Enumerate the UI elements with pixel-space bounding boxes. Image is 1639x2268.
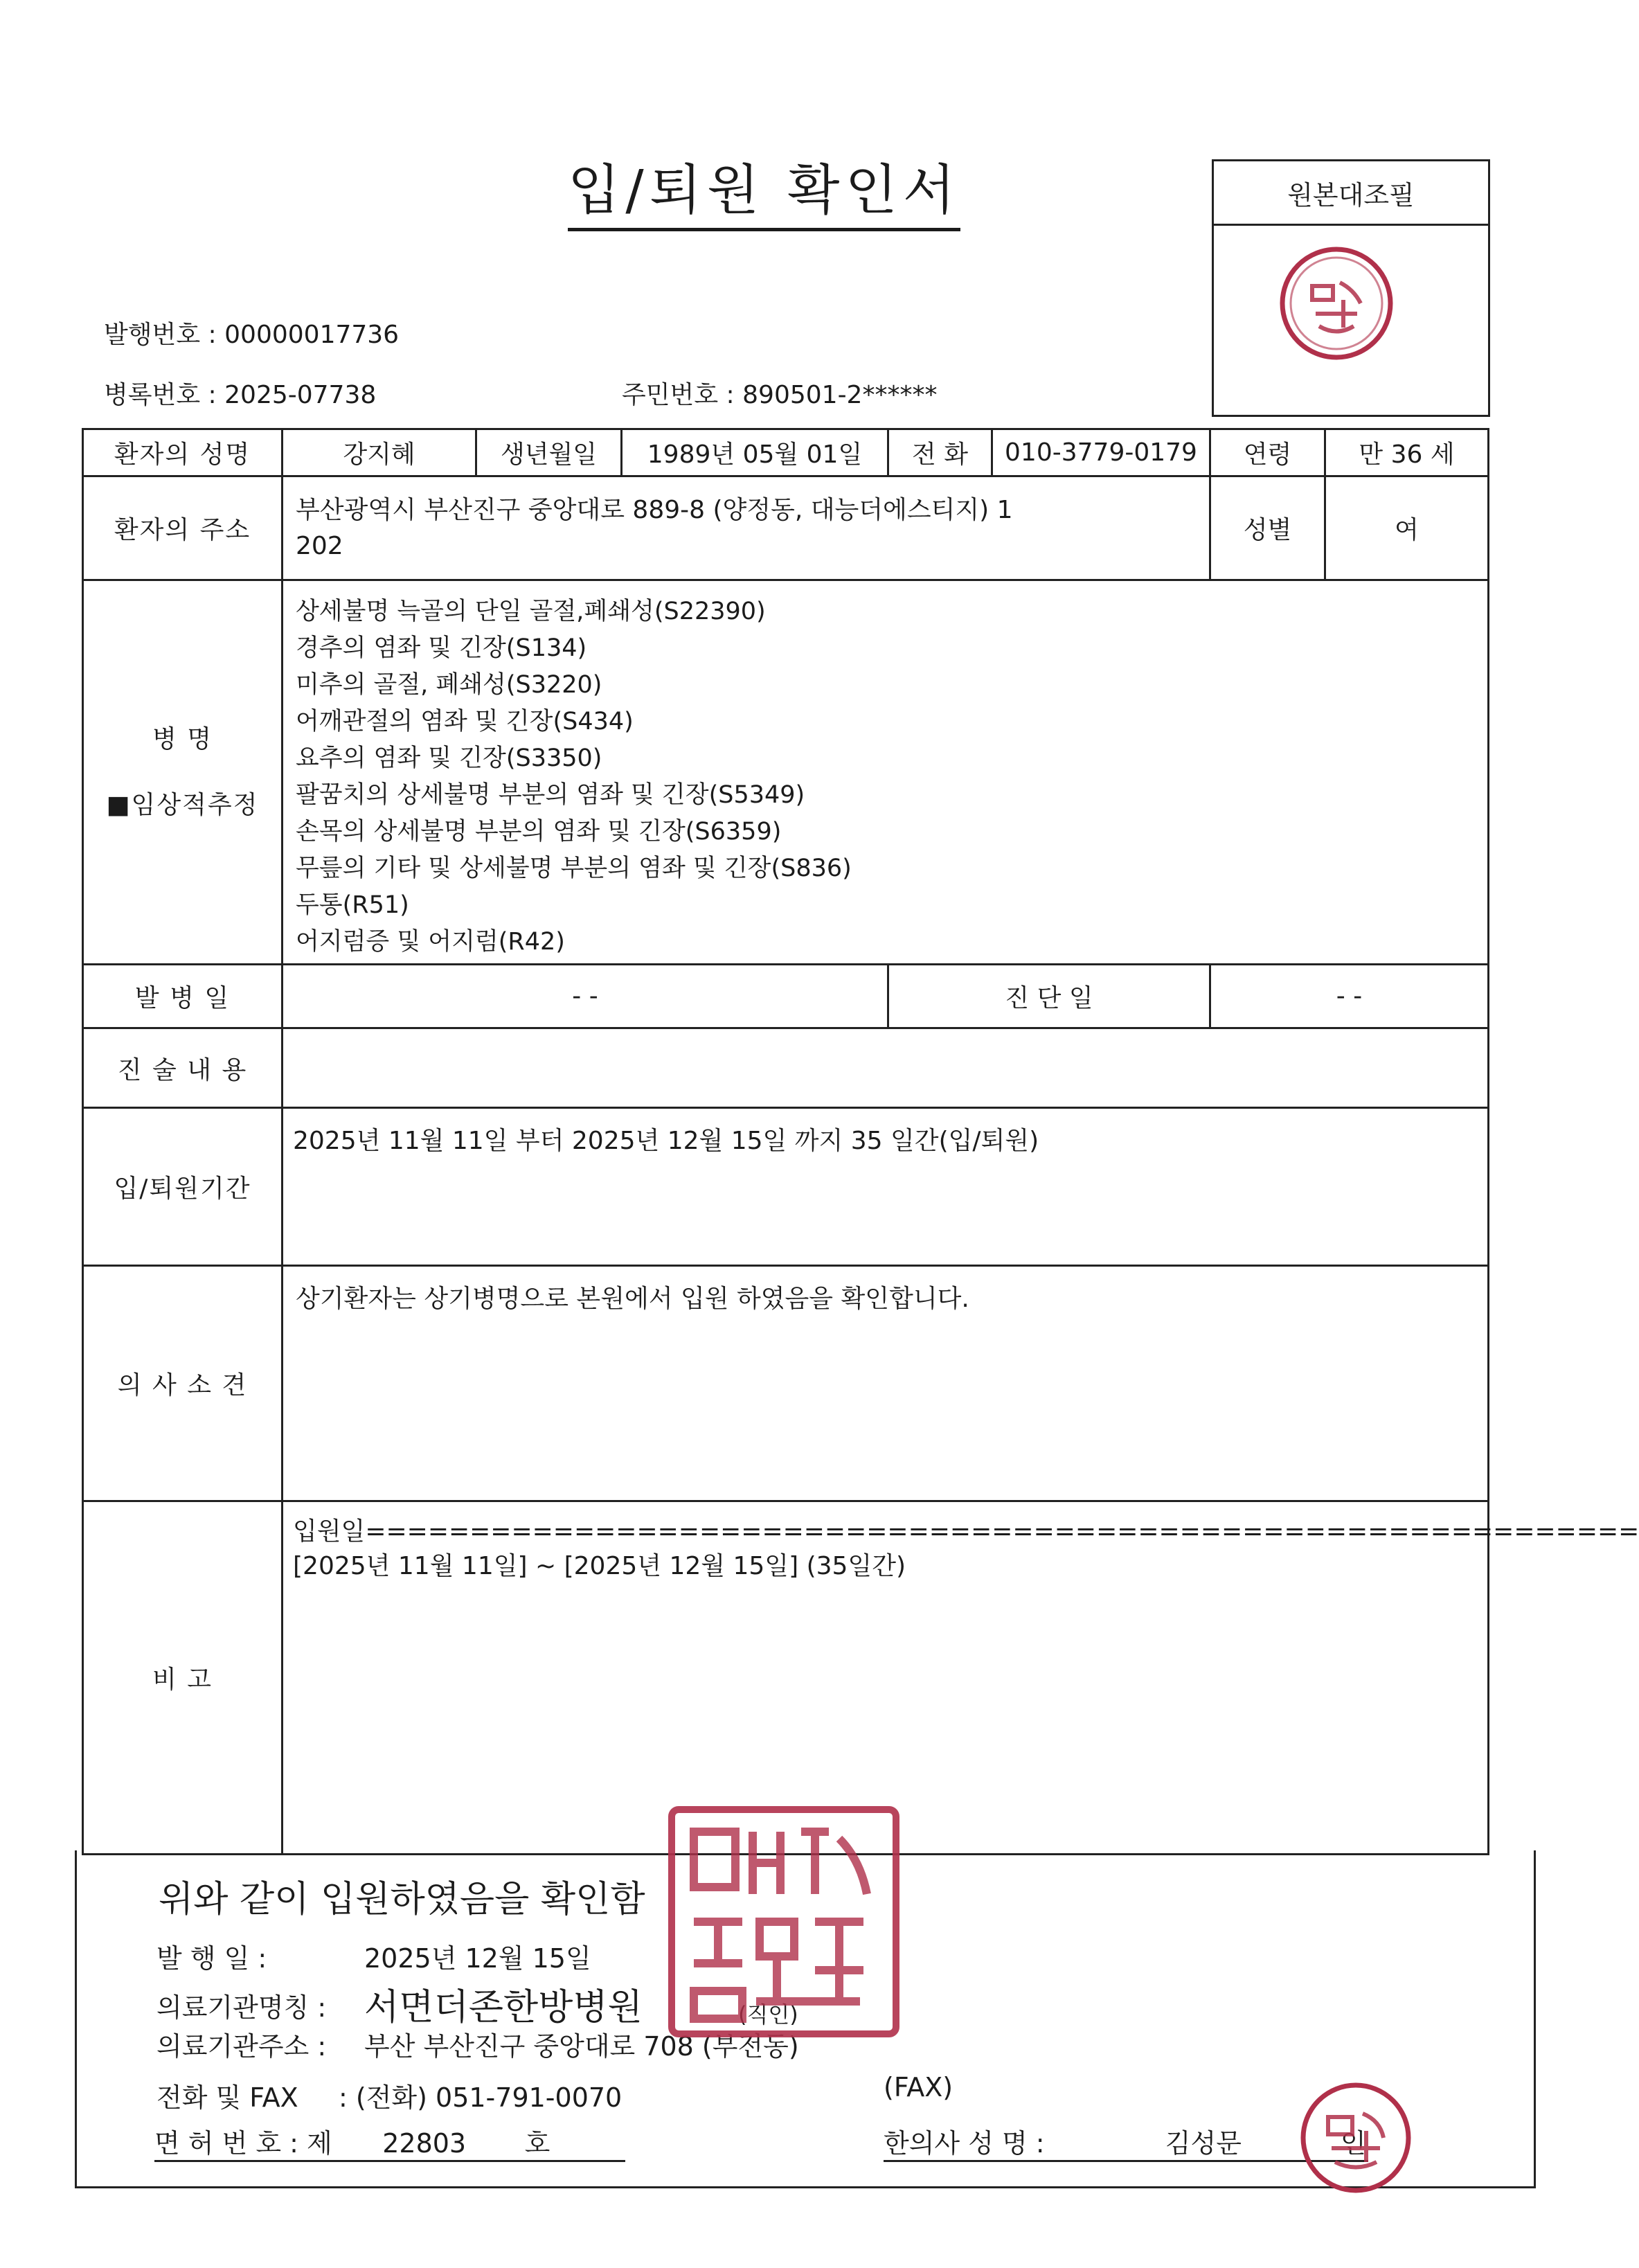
issue-date-label: 발 행 일 : xyxy=(156,1943,267,1974)
statement-value xyxy=(283,1028,1489,1108)
contact-fax: (FAX) xyxy=(884,2072,953,2102)
statement-row xyxy=(83,1028,1489,1108)
hospital-address-label: 의료기관주소 : xyxy=(156,2031,327,2062)
remarks-value xyxy=(283,1501,1639,1855)
patient-name: 강지혜 xyxy=(283,429,476,476)
patient-row-1 xyxy=(83,429,1489,476)
remarks-line-2: [2025년 11월 11일] ~ [2025년 12월 15일] (35일간) xyxy=(293,1552,906,1580)
diagnosis-item: 어지럼증 및 어지럼(R42) xyxy=(296,928,565,956)
license-value: 제 22803 호 xyxy=(307,2128,550,2159)
opinion-label: 의 사 소 견 xyxy=(83,1266,283,1501)
license-number xyxy=(154,2122,625,2162)
remarks-row xyxy=(83,1501,1489,1855)
patient-phone: 010-3779-0179 xyxy=(992,429,1210,476)
hospital-seal-icon xyxy=(666,1804,902,2039)
address-line-2: 202 xyxy=(296,531,343,560)
record-number-label: 병록번호 : xyxy=(104,381,217,409)
onset-row xyxy=(83,965,1489,1028)
resident-number-value: 890501-2****** xyxy=(742,381,938,409)
diagnosis-item: 경추의 염좌 및 긴장(S134) xyxy=(296,634,587,662)
original-verification-box xyxy=(1212,159,1490,417)
doctor-seal-icon xyxy=(1297,2079,1415,2197)
diagnosis-item: 두통(R51) xyxy=(296,891,409,919)
issue-number xyxy=(104,315,399,350)
opinion-row xyxy=(83,1266,1489,1501)
contact-phone: : (전화) 051-791-0070 xyxy=(339,2082,623,2113)
diagnosis-date-label: 진 단 일 xyxy=(888,965,1210,1028)
doctor-name: 김성문 xyxy=(1165,2128,1242,2159)
patient-address xyxy=(283,476,1210,580)
confirm-text: 위와 같이 입원하였음을 확인함 xyxy=(159,1879,645,1920)
doctor-label: 한의사 성 명 : xyxy=(884,2128,1045,2159)
diagnosis-item: 손목의 상세불명 부분의 염좌 및 긴장(S6359) xyxy=(296,818,782,846)
name-label: 환자의 성명 xyxy=(83,429,283,476)
diagnosis-sublabel: ■임상적추정 xyxy=(106,791,259,819)
onset-label: 발 병 일 xyxy=(83,965,283,1028)
diagnosis-list xyxy=(283,580,1489,965)
phone-label: 전 화 xyxy=(888,429,992,476)
hospital-name: 서면더존한방병원 xyxy=(364,1987,643,2028)
diagnosis-item: 무릎의 기타 및 상세불명 부분의 염좌 및 긴장(S836) xyxy=(296,855,852,882)
statement-label: 진 술 내 용 xyxy=(83,1028,283,1108)
onset-value: - - xyxy=(283,965,888,1028)
issue-number-value: 00000017736 xyxy=(224,321,400,349)
doctor-signature xyxy=(884,2122,1368,2162)
resident-number-label: 주민번호 : xyxy=(622,381,735,409)
diagnosis-label: 병 명 xyxy=(152,725,213,753)
diagnosis-label-cell xyxy=(83,580,283,965)
diagnosis-item: 요추의 염좌 및 긴장(S3350) xyxy=(296,744,602,772)
issue-number-label: 발행번호 : xyxy=(104,321,217,349)
period-row xyxy=(83,1108,1489,1266)
doctor-seal-note: 인 xyxy=(1341,2128,1366,2159)
sex-label: 성별 xyxy=(1210,476,1325,580)
address-label: 환자의 주소 xyxy=(83,476,283,580)
hospital-name-label: 의료기관명칭 : xyxy=(156,1992,327,2023)
page-title: 입/퇴원 확인서 xyxy=(568,156,960,231)
dob-label: 생년월일 xyxy=(476,429,622,476)
diagnosis-item: 미추의 골절, 폐쇄성(S3220) xyxy=(296,671,602,699)
patient-sex: 여 xyxy=(1325,476,1489,580)
age-label: 연령 xyxy=(1210,429,1325,476)
record-number xyxy=(104,375,376,411)
patient-row-2 xyxy=(83,476,1489,580)
period-value: 2025년 11월 11일 부터 2025년 12월 15일 까지 35 일간(입/퇴원) xyxy=(283,1108,1489,1266)
diagnosis-item: 팔꿈치의 상세불명 부분의 염좌 및 긴장(S5349) xyxy=(296,781,805,809)
resident-number xyxy=(622,375,937,411)
diagnosis-item: 어깨관절의 염좌 및 긴장(S434) xyxy=(296,708,634,735)
hospital-address: 부산 부산진구 중앙대로 708 (부전동) xyxy=(364,2031,799,2062)
patient-dob: 1989년 05월 01일 xyxy=(622,429,888,476)
opinion-value: 상기환자는 상기병명으로 본원에서 입원 하였음을 확인합니다. xyxy=(283,1266,1489,1501)
issue-date: 2025년 12월 15일 xyxy=(364,1943,591,1974)
verification-seal-icon xyxy=(1278,244,1395,362)
period-label: 입/퇴원기간 xyxy=(83,1108,283,1266)
remarks-label: 비 고 xyxy=(83,1501,283,1855)
address-line-1: 부산광역시 부산진구 중앙대로 889-8 (양정동, 대능더에스티지) 1 xyxy=(296,495,1013,524)
contact-label: 전화 및 FAX xyxy=(156,2082,298,2113)
record-number-value: 2025-07738 xyxy=(224,381,377,409)
diagnosis-row xyxy=(83,580,1489,965)
original-box-label: 원본대조필 xyxy=(1214,161,1488,226)
seal-note: (직인) xyxy=(738,2001,798,2028)
admission-table xyxy=(82,428,1639,1855)
diagnosis-date-value: - - xyxy=(1210,965,1489,1028)
patient-age: 만 36 세 xyxy=(1325,429,1489,476)
remarks-line-1: 입원일============================================================= xyxy=(293,1517,1639,1546)
diagnosis-item: 상세불명 늑골의 단일 골절,폐쇄성(S22390) xyxy=(296,598,766,625)
license-label: 면 허 번 호 : xyxy=(154,2128,298,2159)
